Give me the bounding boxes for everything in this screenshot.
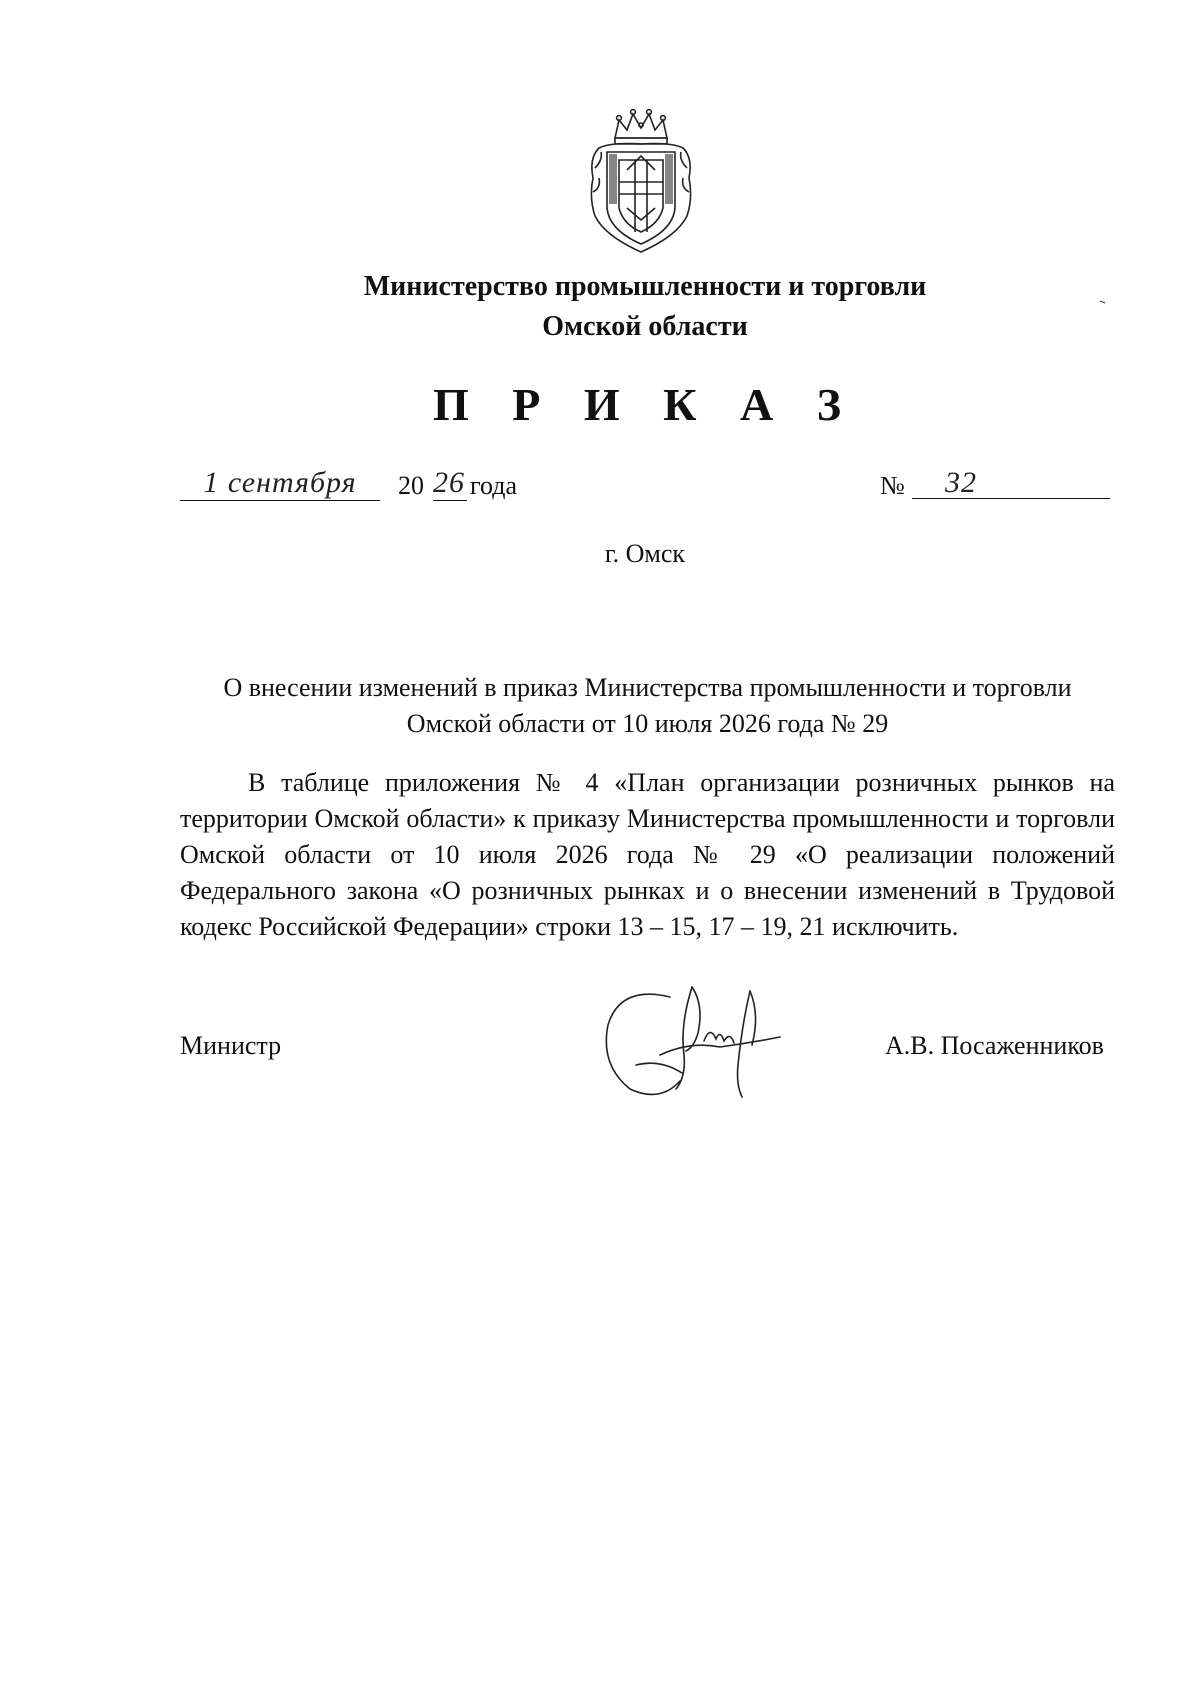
city: г. Омск xyxy=(604,539,686,568)
order-subject: О внесении изменений в приказ Министерства промышленности и торговли Омской области от 10 июля 2026 года № 29 xyxy=(223,673,1072,738)
document-title: П Р И К А З xyxy=(432,379,857,430)
number-label: № xyxy=(880,471,905,500)
coat-of-arms-icon xyxy=(585,108,697,256)
handwritten-year-suffix: 26 xyxy=(433,466,465,499)
signer-position: Министр xyxy=(180,1031,282,1060)
signer-name: А.В. Посаженников xyxy=(885,1031,1104,1060)
scan-mark-icon xyxy=(1100,300,1106,304)
date-suffix: года xyxy=(470,471,518,500)
order-body: В таблице приложения № 4 «План организации розничных рынков на территории Омской области» к приказу Министерства промышленности и торговли Омской области от 10 июля 2026 года № 29 «О реализации положений Федерального закона «О розничных рынках и о внесении изменений в Трудовой кодекс Российской Федерации» строки 13 – 15, 17 – 19, 21 исключить. xyxy=(180,768,1115,941)
year-prefix: 20 xyxy=(398,471,424,500)
organization-name-line2: Омской области xyxy=(542,311,748,342)
number-underline xyxy=(912,466,1110,499)
handwritten-date: 1 сентября xyxy=(180,466,380,501)
handwritten-signature-icon xyxy=(600,985,810,1105)
organization-name-line1: Министерство промышленности и торговли xyxy=(363,271,927,302)
handwritten-number: 32 xyxy=(945,466,977,499)
